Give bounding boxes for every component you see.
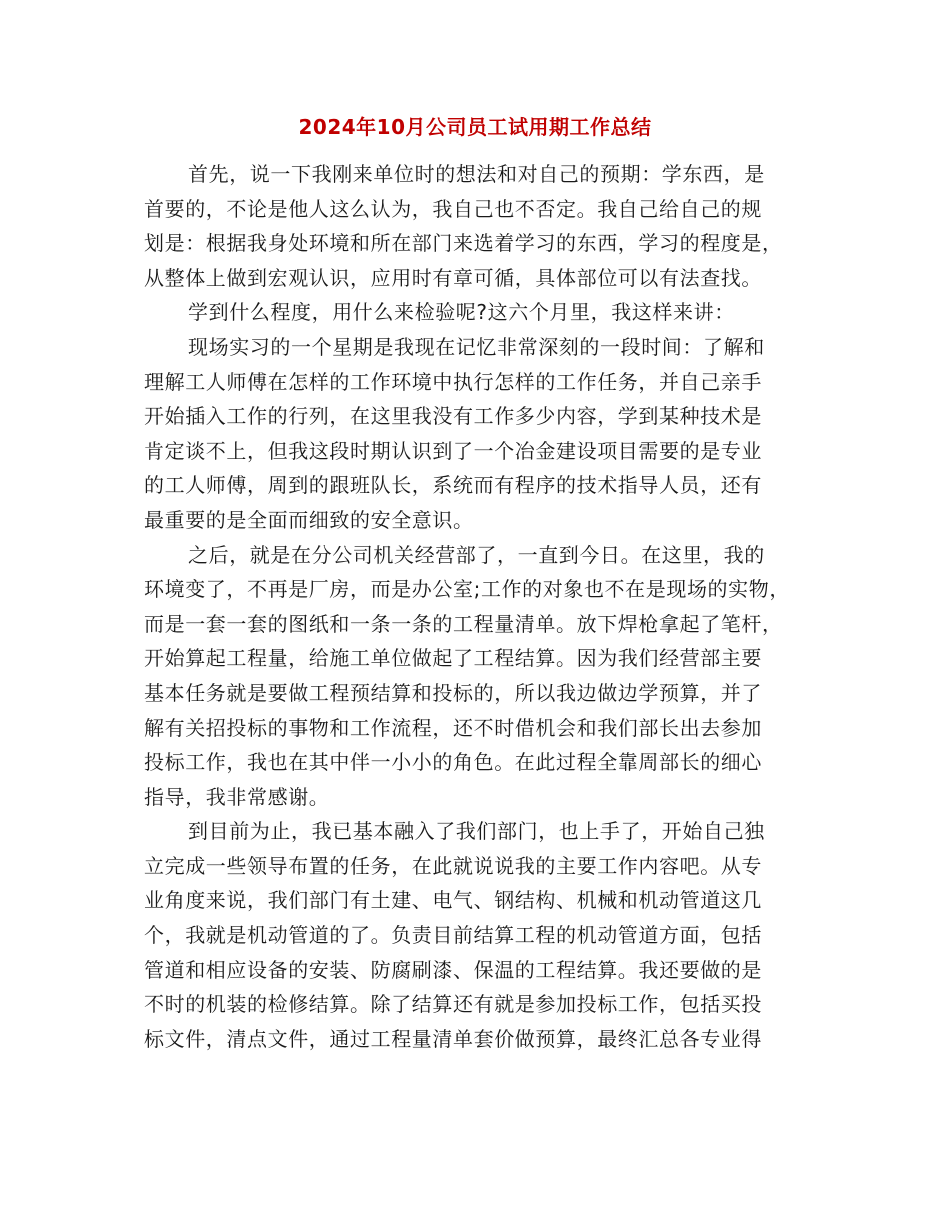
paragraph-line: 标文件，清点文件，通过工程量清单套价做预算，最终汇总各专业得 (144, 1026, 762, 1051)
paragraph-line: 现场实习的一个星期是我现在记忆非常深刻的一段时间：了解和 (188, 334, 765, 359)
paragraph-line: 理解工人师傅在怎样的工作环境中执行怎样的工作任务，并自己亲手 (144, 369, 762, 394)
paragraph-line: 开始插入工作的行列，在这里我没有工作多少内容，学到某种技术是 (144, 404, 762, 429)
paragraph-line: 首要的，不论是他人这么认为，我自己也不否定。我自己给自己的规 (144, 196, 762, 221)
paragraph-line: 业角度来说，我们部门有土建、电气、钢结构、机械和机动管道这几 (144, 888, 762, 913)
paragraph-line: 而是一套一套的图纸和一条一条的工程量清单。放下焊枪拿起了笔杆， (144, 611, 783, 636)
paragraph-line: 划是：根据我身处环境和所在部门来选着学习的东西，学习的程度是， (144, 231, 783, 256)
paragraph-line: 不时的机装的检修结算。除了结算还有就是参加投标工作，包括买投 (144, 992, 762, 1017)
paragraph-line: 投标工作，我也在其中伴一小小的角色。在此过程全靠周部长的细心 (144, 750, 762, 775)
paragraph-line: 的工人师傅，周到的跟班队长，系统而有程序的技术指导人员，还有 (144, 473, 762, 498)
paragraph-line: 基本任务就是要做工程预结算和投标的，所以我边做边学预算，并了 (144, 680, 762, 705)
paragraph-line: 管道和相应设备的安装、防腐刷漆、保温的工程结算。我还要做的是 (144, 957, 762, 982)
paragraph-line: 首先，说一下我刚来单位时的想法和对自己的预期：学东西，是 (188, 162, 765, 186)
paragraph-line: 环境变了，不再是厂房，而是办公室;工作的对象也不在是现场的实物， (144, 577, 790, 602)
paragraph-line: 个，我就是机动管道的了。负责目前结算工程的机动管道方面，包括 (144, 923, 762, 948)
paragraph-line: 从整体上做到宏观认识，应用时有章可循，具体部位可以有法查找。 (144, 265, 762, 290)
paragraph-line: 之后，就是在分公司机关经营部了，一直到今日。在这里，我的 (188, 542, 765, 567)
paragraph-line: 学到什么程度，用什么来检验呢?这六个月里，我这样来讲： (188, 300, 735, 325)
paragraph-line: 到目前为止，我已基本融入了我们部门，也上手了，开始自己独 (188, 819, 765, 844)
paragraph-line: 肯定谈不上，但我这段时期认识到了一个冶金建设项目需要的是专业 (144, 438, 762, 463)
paragraph-line: 立完成一些领导布置的任务，在此就说说我的主要工作内容吧。从专 (144, 853, 762, 878)
paragraph-line: 解有关招投标的事物和工作流程，还不时借机会和我们部长出去参加 (144, 715, 762, 740)
paragraph-line: 最重要的是全面而细致的安全意识。 (144, 507, 474, 532)
document-title: 2024年10月公司员工试用期工作总结 (298, 115, 652, 139)
paragraph-line: 开始算起工程量，给施工单位做起了工程结算。因为我们经营部主要 (144, 646, 762, 671)
document-body (144, 157, 844, 1056)
paragraph-line: 指导，我非常感谢。 (144, 784, 330, 809)
